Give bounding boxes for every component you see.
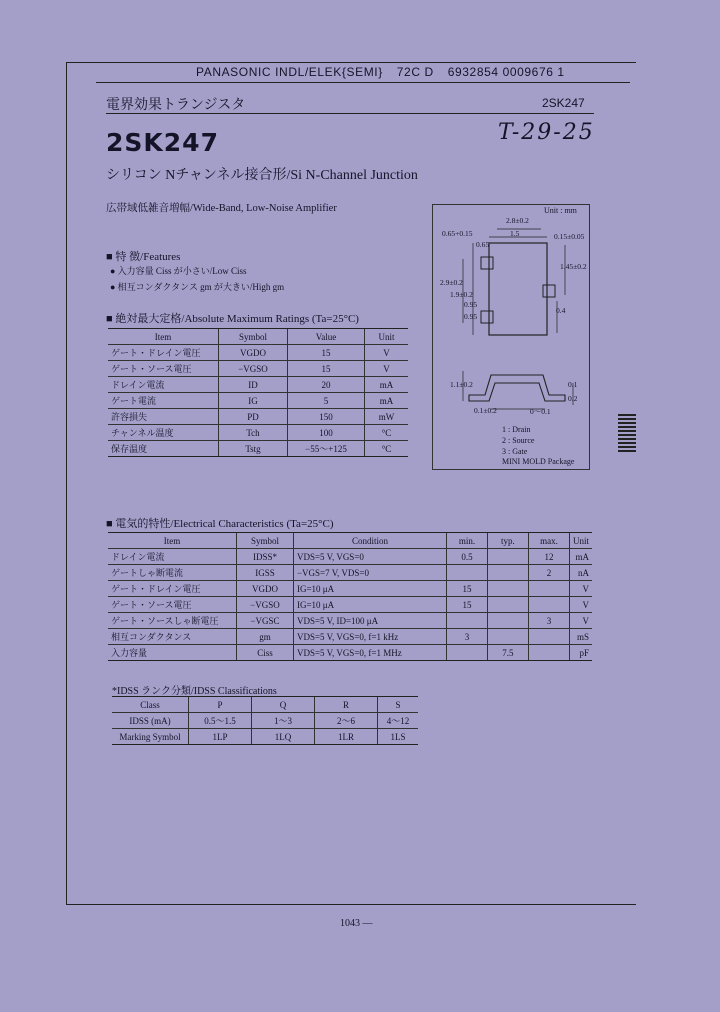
table-row xyxy=(108,361,408,377)
cell: 20 xyxy=(288,377,365,393)
col-header: Symbol xyxy=(236,533,293,549)
cell: 100 xyxy=(288,425,365,441)
cell xyxy=(446,565,487,581)
pin-label: 1 : Drain xyxy=(502,425,531,434)
features-title: ■ 特 徴/Features xyxy=(106,251,181,263)
page-frame-top xyxy=(66,62,636,63)
dimension-label: 0.1±0.2 xyxy=(474,406,497,415)
table-row xyxy=(112,729,418,745)
cell: V xyxy=(365,361,409,377)
cell: IG=10 μA xyxy=(293,597,446,613)
col-header: Class xyxy=(112,697,189,713)
cell: 0.5～1.5 xyxy=(189,713,252,729)
cell: IDSS* xyxy=(236,549,293,565)
col-header: Value xyxy=(288,329,365,345)
table-row xyxy=(108,597,592,613)
cell: °C xyxy=(365,425,409,441)
table-header-row xyxy=(112,697,418,713)
classification-table xyxy=(112,696,418,745)
dimension-label: 0.65+0.15 xyxy=(442,229,473,238)
dimension-label: 0.95 xyxy=(464,312,478,321)
cell: IDSS (mA) xyxy=(112,713,189,729)
col-header: typ. xyxy=(487,533,528,549)
cell: VDS=5 V, VGS=0, f=1 MHz xyxy=(293,645,446,661)
cell xyxy=(487,565,528,581)
package-unit: Unit : mm xyxy=(544,206,577,215)
dimension-label: 1.9±0.2 xyxy=(450,290,473,299)
cell: mW xyxy=(365,409,409,425)
header-code: 72C D xyxy=(396,65,434,79)
category-title: 電界効果トランジスタ xyxy=(106,97,246,113)
header-barcode: 6932854 0009676 1 xyxy=(447,65,565,79)
cell: mA xyxy=(365,393,409,409)
cell xyxy=(528,581,569,597)
device-subtitle: シリコン Nチャンネル接合形/Si N-Channel Junction xyxy=(106,168,418,183)
cell: 150 xyxy=(288,409,365,425)
col-header: max. xyxy=(528,533,569,549)
cell: −VGSO xyxy=(236,597,293,613)
cell: gm xyxy=(236,629,293,645)
table-row xyxy=(112,713,418,729)
cell: °C xyxy=(365,441,409,457)
cell: 2～6 xyxy=(315,713,378,729)
cell: 4～12 xyxy=(378,713,419,729)
cell: 7.5 xyxy=(487,645,528,661)
cell: ゲート・ソースしゃ断電圧 xyxy=(108,613,236,629)
col-header: P xyxy=(189,697,252,713)
cell xyxy=(528,645,569,661)
dimension-label: 1.1±0.2 xyxy=(450,380,473,389)
cell: 15 xyxy=(288,361,365,377)
cell: 入力容量 xyxy=(108,645,236,661)
cell: 3 xyxy=(528,613,569,629)
cell: 1～3 xyxy=(252,713,315,729)
col-header: min. xyxy=(446,533,487,549)
cell: mA xyxy=(365,377,409,393)
document-header xyxy=(196,65,575,79)
table-row xyxy=(108,393,408,409)
dimension-label: 0.2 xyxy=(568,394,578,403)
feature-item: ● 相互コンダクタンス gm が大きい/High gm xyxy=(110,282,285,292)
col-header: Unit xyxy=(569,533,592,549)
cell: 1LS xyxy=(378,729,419,745)
cell: ゲート電流 xyxy=(108,393,219,409)
elec-title: ■ 電気的特性/Electrical Characteristics (Ta=25°C) xyxy=(106,518,334,530)
col-header: R xyxy=(315,697,378,713)
cell: 1LQ xyxy=(252,729,315,745)
cell: VDS=5 V, ID=100 μA xyxy=(293,613,446,629)
table-row xyxy=(108,345,408,361)
classification-title: *IDSS ランク分類/IDSS Classifications xyxy=(112,686,277,697)
cell: 3 xyxy=(446,629,487,645)
abs-max-title: ■ 絶対最大定格/Absolute Maximum Ratings (Ta=25°C) xyxy=(106,313,359,325)
page-frame-left xyxy=(66,62,67,904)
table-row xyxy=(108,581,592,597)
cell: VDS=5 V, VGS=0, f=1 kHz xyxy=(293,629,446,645)
cell: ドレイン電流 xyxy=(108,549,236,565)
cell: −VGS=7 V, VDS=0 xyxy=(293,565,446,581)
cell: 保存温度 xyxy=(108,441,219,457)
cell: 15 xyxy=(446,597,487,613)
cell: V xyxy=(365,345,409,361)
cell: V xyxy=(569,597,592,613)
package-name: MINI MOLD Package xyxy=(502,457,575,466)
table-row xyxy=(108,645,592,661)
col-header: Symbol xyxy=(219,329,288,345)
cell: −VGSO xyxy=(219,361,288,377)
cell xyxy=(446,645,487,661)
dimension-label: 0.15±0.05 xyxy=(554,232,585,241)
cell: mA xyxy=(569,549,592,565)
cell xyxy=(528,597,569,613)
dimension-label: 0.65 xyxy=(476,240,490,249)
cell xyxy=(487,581,528,597)
dimension-label: 0.4 xyxy=(556,306,566,315)
cell xyxy=(487,549,528,565)
cell: 許容損失 xyxy=(108,409,219,425)
company-name: PANASONIC INDL/ELEK{SEMI} xyxy=(196,65,383,79)
feature-item: ● 入力容量 Ciss が小さい/Low Ciss xyxy=(110,266,247,276)
cell: nA xyxy=(569,565,592,581)
abs-max-table xyxy=(108,328,408,457)
cell xyxy=(487,597,528,613)
handwritten-note: T-29-25 xyxy=(498,120,595,145)
cell: V xyxy=(569,613,592,629)
cell: ゲートしゃ断電流 xyxy=(108,565,236,581)
pin-label: 2 : Source xyxy=(502,436,535,445)
col-header: Condition xyxy=(293,533,446,549)
cell: ゲート・ソース電圧 xyxy=(108,597,236,613)
cell: pF xyxy=(569,645,592,661)
dimension-label: 0.1 xyxy=(568,380,578,389)
cell xyxy=(487,613,528,629)
table-row xyxy=(108,441,408,457)
col-header: Item xyxy=(108,329,219,345)
cell: Tstg xyxy=(219,441,288,457)
cell: IG=10 μA xyxy=(293,581,446,597)
category-rule xyxy=(106,113,594,114)
cell: 0.5 xyxy=(446,549,487,565)
col-header: S xyxy=(378,697,419,713)
col-header: Item xyxy=(108,533,236,549)
cell: 2 xyxy=(528,565,569,581)
cell: V xyxy=(569,581,592,597)
cell: Marking Symbol xyxy=(112,729,189,745)
table-row xyxy=(108,425,408,441)
page-frame-bottom xyxy=(66,904,636,905)
table-row xyxy=(108,377,408,393)
cell: VGDO xyxy=(236,581,293,597)
pin-label: 3 : Gate xyxy=(502,447,528,456)
col-header: Q xyxy=(252,697,315,713)
table-row xyxy=(108,549,592,565)
cell: ゲート・ドレイン電圧 xyxy=(108,581,236,597)
cell: IGSS xyxy=(236,565,293,581)
page-number: 1043 — xyxy=(340,918,373,929)
dimension-label: 2.8±0.2 xyxy=(506,216,529,225)
cell: ID xyxy=(219,377,288,393)
cell: VDS=5 V, VGS=0 xyxy=(293,549,446,565)
cell: 1LR xyxy=(315,729,378,745)
cell: 1LP xyxy=(189,729,252,745)
cell: チャンネル温度 xyxy=(108,425,219,441)
cell: Tch xyxy=(219,425,288,441)
cell: −VGSC xyxy=(236,613,293,629)
table-row xyxy=(108,629,592,645)
cell: 相互コンダクタンス xyxy=(108,629,236,645)
cell: 5 xyxy=(288,393,365,409)
table-header-row xyxy=(108,533,592,549)
cell xyxy=(446,613,487,629)
cell: mS xyxy=(569,629,592,645)
dimension-label: 2.9±0.2 xyxy=(440,278,463,287)
cell: IG xyxy=(219,393,288,409)
edge-registration-marks xyxy=(618,414,636,454)
cell xyxy=(487,629,528,645)
dimension-label: 1.45±0.2 xyxy=(560,262,587,271)
cell: VGDO xyxy=(219,345,288,361)
dimension-label: 1.5 xyxy=(510,229,520,238)
header-rule xyxy=(96,82,630,83)
cell: 15 xyxy=(446,581,487,597)
elec-char-table xyxy=(108,532,592,661)
application-line: 広帯域低雑音増幅/Wide-Band, Low-Noise Amplifier xyxy=(106,203,337,214)
dimension-label: 0～0.1 xyxy=(530,407,551,416)
cell: Ciss xyxy=(236,645,293,661)
cell: 15 xyxy=(288,345,365,361)
dimension-label: 0.95 xyxy=(464,300,478,309)
cell: PD xyxy=(219,409,288,425)
cell: ドレイン電流 xyxy=(108,377,219,393)
cell xyxy=(528,629,569,645)
col-header: Unit xyxy=(365,329,409,345)
part-number-right: 2SK247 xyxy=(542,96,585,110)
table-header-row xyxy=(108,329,408,345)
cell: ゲート・ドレイン電圧 xyxy=(108,345,219,361)
cell: ゲート・ソース電圧 xyxy=(108,361,219,377)
cell: 12 xyxy=(528,549,569,565)
part-number-title: 2SK247 xyxy=(106,128,219,157)
table-row xyxy=(108,565,592,581)
table-row xyxy=(108,613,592,629)
table-row xyxy=(108,409,408,425)
cell: −55～+125 xyxy=(288,441,365,457)
